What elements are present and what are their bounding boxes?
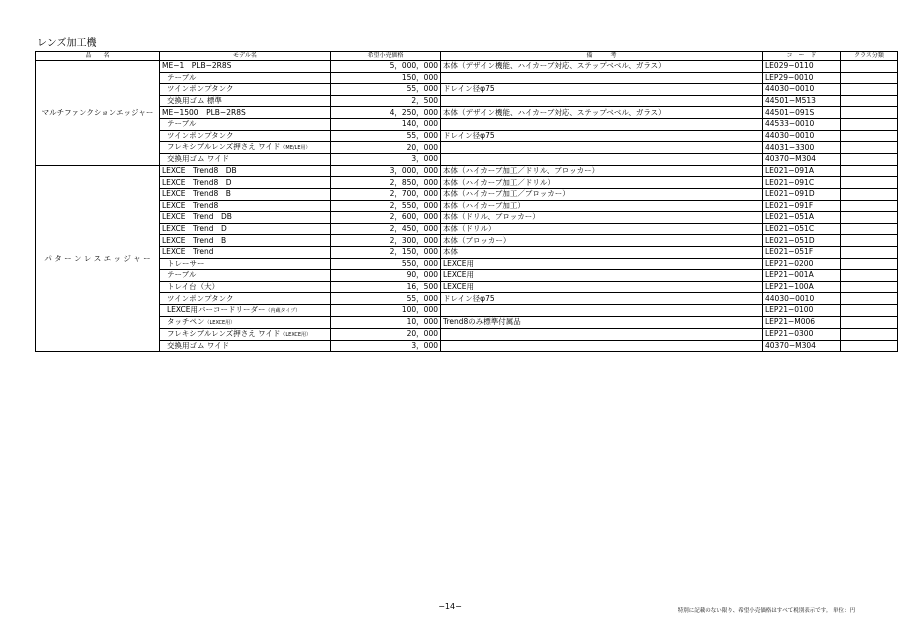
price-table — [35, 51, 898, 352]
price-cell: 20，000 — [331, 142, 441, 154]
model-name: フレキシブルレンズ押さえ ワイド — [167, 142, 281, 152]
note-cell: 本体（ハイカーブ加工／ドリル） — [441, 177, 763, 189]
class-cell — [841, 84, 898, 96]
model-name: 交換用ゴム ワイド — [167, 341, 230, 351]
class-cell — [841, 188, 898, 200]
header-class: クラス分類 — [841, 52, 898, 61]
code-cell: LEP21−M006 — [763, 316, 841, 328]
model-cell — [160, 118, 331, 130]
model-name: 交換用ゴム ワイド — [167, 154, 230, 164]
code-cell: LE021−051D — [763, 235, 841, 247]
model-cell — [160, 61, 331, 73]
price-cell: 140，000 — [331, 118, 441, 130]
code-cell: LE021−091C — [763, 177, 841, 189]
table-row — [36, 130, 898, 142]
price-cell: 55，000 — [331, 293, 441, 305]
note-cell — [441, 328, 763, 340]
table-row — [36, 200, 898, 212]
class-cell — [841, 235, 898, 247]
model-cell — [160, 177, 331, 189]
model-name: トレイ台（大） — [167, 281, 220, 291]
model-name: LEXCE Trend8 D — [162, 177, 232, 187]
table-row — [36, 304, 898, 316]
note-cell: LEXCE用 — [441, 258, 763, 270]
price-cell: 10，000 — [331, 316, 441, 328]
price-cell: 20，000 — [331, 328, 441, 340]
price-cell: 3，000，000 — [331, 165, 441, 177]
price-cell: 2，600，000 — [331, 212, 441, 224]
code-cell: LEP21−100A — [763, 281, 841, 293]
model-cell — [160, 95, 331, 107]
price-cell: 2，850，000 — [331, 177, 441, 189]
header-price: 希望小売価格 — [331, 52, 441, 61]
model-cell — [160, 107, 331, 119]
table-row — [36, 188, 898, 200]
class-cell — [841, 293, 898, 305]
table-row — [36, 258, 898, 270]
class-cell — [841, 223, 898, 235]
model-name: ツインポンプタンク — [167, 293, 234, 303]
class-cell — [841, 154, 898, 166]
table-row — [36, 316, 898, 328]
table-row — [36, 246, 898, 258]
table-row — [36, 177, 898, 189]
table-row — [36, 95, 898, 107]
code-cell: LE021−091A — [763, 165, 841, 177]
model-name: テーブル — [167, 119, 197, 129]
price-cell: 2，500 — [331, 95, 441, 107]
class-cell — [841, 72, 898, 84]
note-cell: LEXCE用 — [441, 270, 763, 282]
header-hinmei: 品 名 — [36, 52, 160, 61]
table-row — [36, 61, 898, 73]
table-row — [36, 340, 898, 352]
note-cell — [441, 154, 763, 166]
code-cell: 44030−0010 — [763, 84, 841, 96]
code-cell: 40370−M304 — [763, 154, 841, 166]
model-name: LEXCE用バーコードリーダー — [167, 304, 266, 314]
code-cell: LEP21−0300 — [763, 328, 841, 340]
code-cell: LEP21−001A — [763, 270, 841, 282]
note-cell: 本体（ハイカーブ加工） — [441, 200, 763, 212]
code-cell: 44030−0010 — [763, 130, 841, 142]
model-name: ME−1 PLB−2R8S — [162, 61, 232, 71]
note-cell: 本体（デザイン機能、ハイカーブ対応、ステップベベル、ガラス） — [441, 107, 763, 119]
price-cell: 4，250，000 — [331, 107, 441, 119]
note-cell: 本体（ドリル、ブロッカー） — [441, 212, 763, 224]
class-cell — [841, 118, 898, 130]
model-name: LEXCE Trend D — [162, 224, 227, 234]
price-cell: 2，700，000 — [331, 188, 441, 200]
price-cell: 150，000 — [331, 72, 441, 84]
note-cell: 本体 — [441, 246, 763, 258]
model-name: テーブル — [167, 72, 197, 82]
model-name: トレーサー — [167, 258, 205, 268]
note-cell — [441, 95, 763, 107]
model-qualifier: （ME/LE用） — [280, 145, 311, 152]
model-cell — [160, 165, 331, 177]
class-cell — [841, 130, 898, 142]
table-row — [36, 281, 898, 293]
product-category: マルチファンクションエッジャー — [36, 61, 160, 166]
class-cell — [841, 61, 898, 73]
model-cell — [160, 293, 331, 305]
page-title: レンズ加工機 — [37, 38, 97, 49]
class-cell — [841, 304, 898, 316]
note-cell: 本体（ドリル） — [441, 223, 763, 235]
note-cell: 本体（デザイン機能、ハイカーブ対応、ステップベベル、ガラス） — [441, 61, 763, 73]
class-cell — [841, 281, 898, 293]
class-cell — [841, 212, 898, 224]
model-name: LEXCE Trend8 B — [162, 189, 231, 199]
code-cell: 44031−3300 — [763, 142, 841, 154]
table-header-row — [36, 52, 898, 61]
code-cell: LE021−091F — [763, 200, 841, 212]
class-cell — [841, 270, 898, 282]
model-cell — [160, 223, 331, 235]
class-cell — [841, 200, 898, 212]
model-cell — [160, 340, 331, 352]
model-cell — [160, 212, 331, 224]
price-cell: 2，550，000 — [331, 200, 441, 212]
price-cell: 5，000，000 — [331, 61, 441, 73]
model-name: テーブル — [167, 270, 197, 280]
table-row — [36, 118, 898, 130]
note-cell: ドレイン径φ75 — [441, 84, 763, 96]
model-name: LEXCE Trend8 DB — [162, 166, 237, 176]
model-cell — [160, 188, 331, 200]
code-cell: LE021−091D — [763, 188, 841, 200]
model-cell — [160, 130, 331, 142]
model-cell — [160, 258, 331, 270]
table-body — [36, 61, 898, 352]
table-row — [36, 328, 898, 340]
model-name: LEXCE Trend8 — [162, 200, 219, 210]
code-cell: LE021−051F — [763, 246, 841, 258]
note-cell: ドレイン径φ75 — [441, 293, 763, 305]
model-cell — [160, 316, 331, 328]
note-cell — [441, 304, 763, 316]
price-cell: 2，300，000 — [331, 235, 441, 247]
class-cell — [841, 340, 898, 352]
table-row — [36, 223, 898, 235]
model-name: 交換用ゴム 標準 — [167, 96, 222, 106]
class-cell — [841, 142, 898, 154]
code-cell: LEP21−0100 — [763, 304, 841, 316]
price-cell: 100，000 — [331, 304, 441, 316]
footer-note: 特別に記載のない限り、希望小売価格はすべて税別表示です。 単位：円 — [677, 608, 855, 614]
model-name: ツインポンプタンク — [167, 84, 234, 94]
model-name: ME−1500 PLB−2R8S — [162, 107, 246, 117]
note-cell: Trend8のみ標準付属品 — [441, 316, 763, 328]
table-row — [36, 84, 898, 96]
class-cell — [841, 316, 898, 328]
model-cell — [160, 328, 331, 340]
code-cell: LE021−051A — [763, 212, 841, 224]
price-cell: 55，000 — [331, 84, 441, 96]
model-name: LEXCE Trend B — [162, 235, 227, 245]
table-row — [36, 154, 898, 166]
code-cell: 44030−0010 — [763, 293, 841, 305]
class-cell — [841, 258, 898, 270]
product-category: パ タ ー ン レ ス エ ッ ジ ャ ー — [36, 165, 160, 352]
model-qualifier: （LEXCE用） — [204, 319, 236, 326]
class-cell — [841, 107, 898, 119]
class-cell — [841, 177, 898, 189]
model-name: タッチペン — [167, 316, 205, 326]
price-cell: 2，450，000 — [331, 223, 441, 235]
table-row — [36, 165, 898, 177]
model-cell — [160, 246, 331, 258]
model-cell — [160, 281, 331, 293]
page-number: −14− — [438, 602, 462, 611]
note-cell: ドレイン径φ75 — [441, 130, 763, 142]
model-name: ツインポンプタンク — [167, 130, 234, 140]
note-cell — [441, 340, 763, 352]
code-cell: LEP21−0200 — [763, 258, 841, 270]
model-cell — [160, 72, 331, 84]
table-row — [36, 235, 898, 247]
note-cell — [441, 142, 763, 154]
note-cell: 本体（ハイカーブ加工／ドリル、ブロッカー） — [441, 165, 763, 177]
class-cell — [841, 328, 898, 340]
model-cell — [160, 84, 331, 96]
note-cell — [441, 72, 763, 84]
note-cell — [441, 118, 763, 130]
price-cell: 2，150，000 — [331, 246, 441, 258]
model-cell — [160, 304, 331, 316]
header-model: モデル名 — [160, 52, 331, 61]
class-cell — [841, 165, 898, 177]
class-cell — [841, 246, 898, 258]
table-row — [36, 293, 898, 305]
code-cell: LE029−0110 — [763, 61, 841, 73]
table-row — [36, 270, 898, 282]
model-name: フレキシブルレンズ押さえ ワイド — [167, 328, 281, 338]
price-cell: 3，000 — [331, 154, 441, 166]
model-cell — [160, 235, 331, 247]
code-cell: 44501−091S — [763, 107, 841, 119]
price-cell: 3，000 — [331, 340, 441, 352]
code-cell: 40370−M304 — [763, 340, 841, 352]
table-row — [36, 107, 898, 119]
model-cell — [160, 200, 331, 212]
price-cell: 16，500 — [331, 281, 441, 293]
code-cell: LE021−051C — [763, 223, 841, 235]
table-row — [36, 142, 898, 154]
model-name: LEXCE Trend — [162, 247, 214, 257]
model-cell — [160, 270, 331, 282]
model-cell — [160, 154, 331, 166]
header-code: コ ー ド — [763, 52, 841, 61]
model-name: LEXCE Trend DB — [162, 212, 232, 222]
code-cell: 44501−M513 — [763, 95, 841, 107]
price-cell: 90，000 — [331, 270, 441, 282]
model-qualifier: （内蔵タイプ） — [265, 307, 301, 314]
note-cell: LEXCE用 — [441, 281, 763, 293]
note-cell: 本体（ブロッカー） — [441, 235, 763, 247]
model-cell — [160, 142, 331, 154]
table-row — [36, 72, 898, 84]
price-cell: 55，000 — [331, 130, 441, 142]
header-note: 備 考 — [441, 52, 763, 61]
table-row — [36, 212, 898, 224]
note-cell: 本体（ハイカーブ加工／ブロッカー） — [441, 188, 763, 200]
model-qualifier: （LEXCE用） — [280, 331, 312, 338]
class-cell — [841, 95, 898, 107]
price-cell: 550，000 — [331, 258, 441, 270]
code-cell: LEP29−0010 — [763, 72, 841, 84]
code-cell: 44533−0010 — [763, 118, 841, 130]
